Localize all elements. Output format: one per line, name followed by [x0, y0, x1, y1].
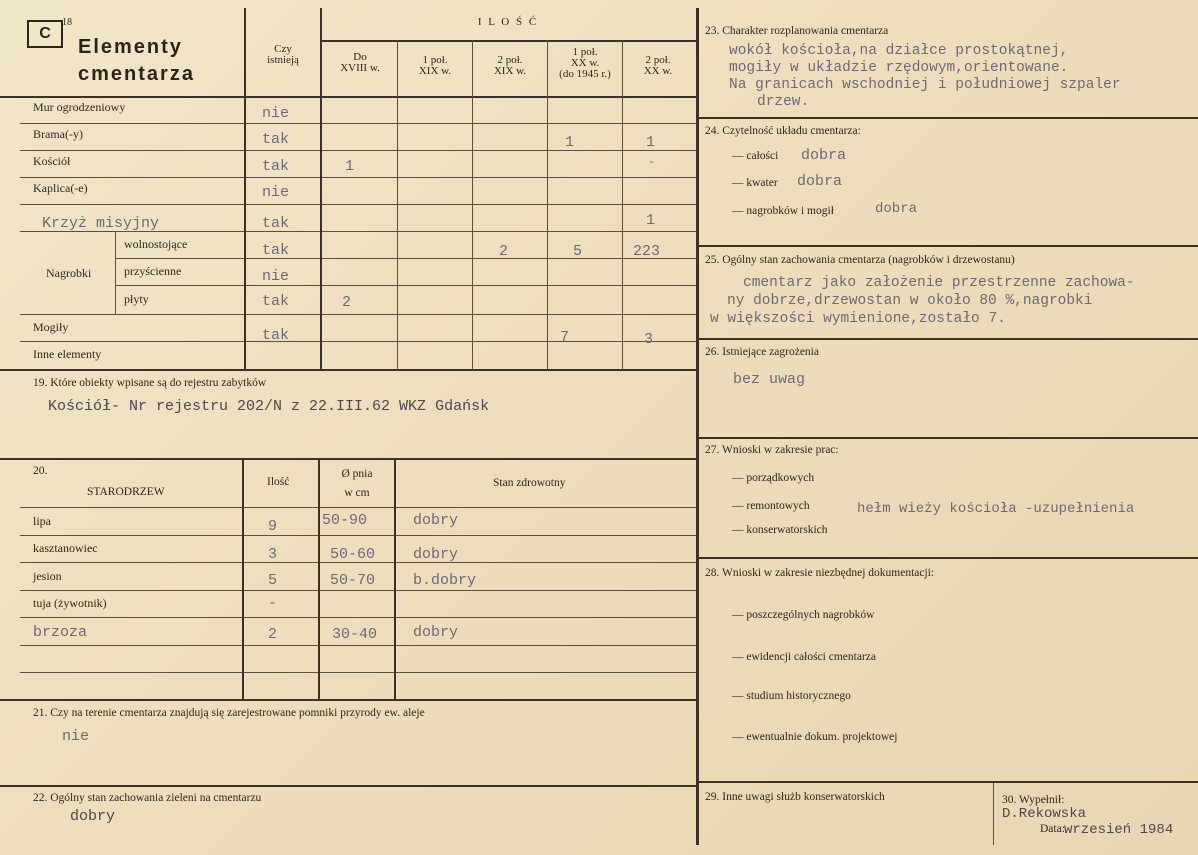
section-number: 18: [62, 17, 72, 28]
count-wolno-p4: 223: [633, 243, 661, 260]
trees-col-qty: Ilość: [267, 476, 290, 488]
col-header-period-3: 1 poł. XX w. (do 1945 r.): [559, 46, 611, 80]
q23-label: 23. Charakter rozplanowania cmentarza: [705, 25, 889, 37]
row-label-plyty: płyty: [124, 292, 149, 306]
count-wolno-p2: 2: [499, 243, 509, 260]
col-header-period-4: 2 poł. XX w.: [643, 54, 673, 77]
exists-kosciol: tak: [262, 158, 290, 175]
q30-date-label: Data:: [1040, 823, 1065, 835]
tree-name-1: kasztanowiec: [33, 541, 98, 555]
tree-name-0: lipa: [33, 514, 51, 528]
count-krzyz-p4: 1: [646, 212, 656, 229]
count-kosciol-p0: 1: [345, 158, 355, 175]
exists-kaplica: nie: [262, 184, 290, 201]
row-label-mogily: Mogiły: [33, 320, 69, 334]
tree-diam-0: 50-90: [322, 512, 368, 529]
tree-state-2: b.dobry: [413, 572, 477, 589]
tree-state-1: dobry: [413, 546, 459, 563]
tree-name-4: brzoza: [33, 624, 88, 641]
tree-diam-4: 30-40: [332, 626, 378, 643]
q23-line-3: drzew.: [757, 94, 810, 110]
q19-answer: Kościół- Nr rejestru 202/N z 22.III.62 WKZ Gdańsk: [48, 398, 490, 415]
tree-qty-4: 2: [268, 626, 278, 643]
row-label-wolnostojace: wolnostojące: [124, 237, 188, 251]
q24-item-label-0: — całości: [732, 150, 779, 162]
trees-col-diam: Ø pnia w cm: [341, 468, 373, 499]
q22-answer: dobry: [70, 808, 116, 825]
tree-name-2: jesion: [33, 569, 62, 583]
tree-state-4: dobry: [413, 624, 459, 641]
q24-item-label-1: — kwater: [732, 177, 778, 189]
tree-qty-2: 5: [268, 572, 278, 589]
q28-item-2: — studium historycznego: [732, 690, 851, 702]
q28-item-1: — ewidencji całości cmentarza: [732, 651, 876, 663]
tree-name-3: tuja (żywotnik): [33, 596, 107, 610]
exists-brama: tak: [262, 131, 290, 148]
q28-label: 28. Wnioski w zakresie niezbędnej dokumentacji:: [705, 567, 935, 579]
col-header-exists: Czy istnieją: [267, 43, 299, 66]
q26-answer: bez uwag: [733, 371, 806, 388]
row-label-kosciol: Kościół: [33, 154, 71, 168]
count-mogily-p4: 3: [644, 331, 654, 348]
section-letter-box: C: [27, 20, 63, 48]
q27-item-1: — remontowych: [732, 500, 810, 512]
trees-col-state: Stan zdrowotny: [493, 477, 566, 489]
q27-item-2: — konserwatorskich: [732, 524, 828, 536]
row-label-kaplica: Kaplica(-e): [33, 181, 88, 195]
exists-mur: nie: [262, 105, 290, 122]
exists-wolnostojace: tak: [262, 242, 290, 259]
trees-number: 20.: [33, 465, 48, 477]
q27-label: 27. Wnioski w zakresie prac:: [705, 444, 839, 456]
q27-answer: hełm wieży kościoła -uzupełnienia: [857, 501, 1135, 517]
q30-date: wrzesień 1984: [1064, 822, 1174, 838]
q30-name: D.Rekowska: [1002, 806, 1087, 822]
tree-diam-2: 50-70: [330, 572, 376, 589]
tree-diam-1: 50-60: [330, 546, 376, 563]
q24-item-value-1: dobra: [797, 173, 843, 190]
row-label-mur: Mur ogrodzeniowy: [33, 100, 126, 114]
section-title-line2: cmentarza: [78, 63, 195, 85]
col-header-period-1: 1 poł. XIX w.: [418, 54, 452, 77]
q29-label: 29. Inne uwagi służb konserwatorskich: [705, 791, 885, 803]
count-mogily-p3: 7: [560, 329, 570, 346]
col-header-period-2: 2 poł. XIX w.: [493, 54, 527, 77]
exists-mogily: tak: [262, 327, 290, 344]
q21-label: 21. Czy na terenie cmentarza znajdują się zarejestrowane pomniki przyrody ew. aleje: [33, 707, 425, 719]
tree-qty-0: 9: [268, 518, 278, 535]
exists-plyty: tak: [262, 293, 290, 310]
exists-krzyz: tak: [262, 215, 290, 232]
q21-answer: nie: [62, 728, 90, 745]
count-kosciol-p4: -: [648, 155, 656, 169]
q25-label: 25. Ogólny stan zachowania cmentarza (nagrobków i drzewostanu): [705, 254, 1015, 266]
tree-qty-3: -: [268, 595, 278, 612]
q27-item-0: — porządkowych: [732, 472, 815, 484]
q30-label: 30. Wypełnił:: [1002, 794, 1065, 806]
q23-line-0: wokół kościoła,na działce prostokątnej,: [729, 43, 1069, 59]
q28-item-3: — ewentualnie dokum. projektowej: [732, 731, 898, 743]
q24-item-value-0: dobra: [801, 147, 847, 164]
q25-line-1: ny dobrze,drzewostan w około 80 %,nagrobki: [727, 293, 1093, 309]
q28-item-0: — poszczególnych nagrobków: [732, 609, 875, 621]
q25-line-0: cmentarz jako założenie przestrzenne zachowa-: [743, 275, 1135, 291]
q23-line-1: mogiły w układzie rzędowym,orientowane.: [729, 60, 1069, 76]
section-title-line1: Elementy: [78, 36, 183, 58]
q25-line-2: w większości wymienione,zostało 7.: [710, 311, 1006, 327]
row-label-inne: Inne elementy: [33, 347, 102, 361]
count-plyty-p0: 2: [342, 294, 352, 311]
q26-label: 26. Istniejące zagrożenia: [705, 346, 819, 358]
trees-col-name: STARODRZEW: [87, 486, 165, 498]
q24-item-value-2: dobra: [875, 201, 918, 217]
exists-przyscienne: nie: [262, 268, 290, 285]
col-header-ilosc: I L O Ś Ć: [477, 16, 539, 28]
q22-label: 22. Ogólny stan zachowania zieleni na cmentarzu: [33, 792, 262, 804]
tree-state-0: dobry: [413, 512, 459, 529]
q24-label: 24. Czytelność układu cmentarza:: [705, 125, 861, 137]
row-label-przyscienne: przyścienne: [124, 264, 182, 278]
count-brama-p4: 1: [646, 134, 656, 151]
q19-label: 19. Które obiekty wpisane są do rejestru zabytków: [33, 377, 267, 389]
row-label-brama: Brama(-y): [33, 127, 83, 141]
row-label-krzyz: Krzyż misyjny: [42, 215, 160, 232]
col-header-period-0: Do XVIII w.: [340, 51, 380, 74]
q23-line-2: Na granicach wschodniej i południowej szpaler: [729, 77, 1121, 93]
tree-qty-1: 3: [268, 546, 278, 563]
section-title: [78, 34, 223, 88]
count-wolno-p3: 5: [573, 243, 583, 260]
q24-item-label-2: — nagrobków i mogił: [732, 205, 834, 217]
row-label-nagrobki: Nagrobki: [46, 266, 92, 280]
count-brama-p3: 1: [565, 134, 575, 151]
